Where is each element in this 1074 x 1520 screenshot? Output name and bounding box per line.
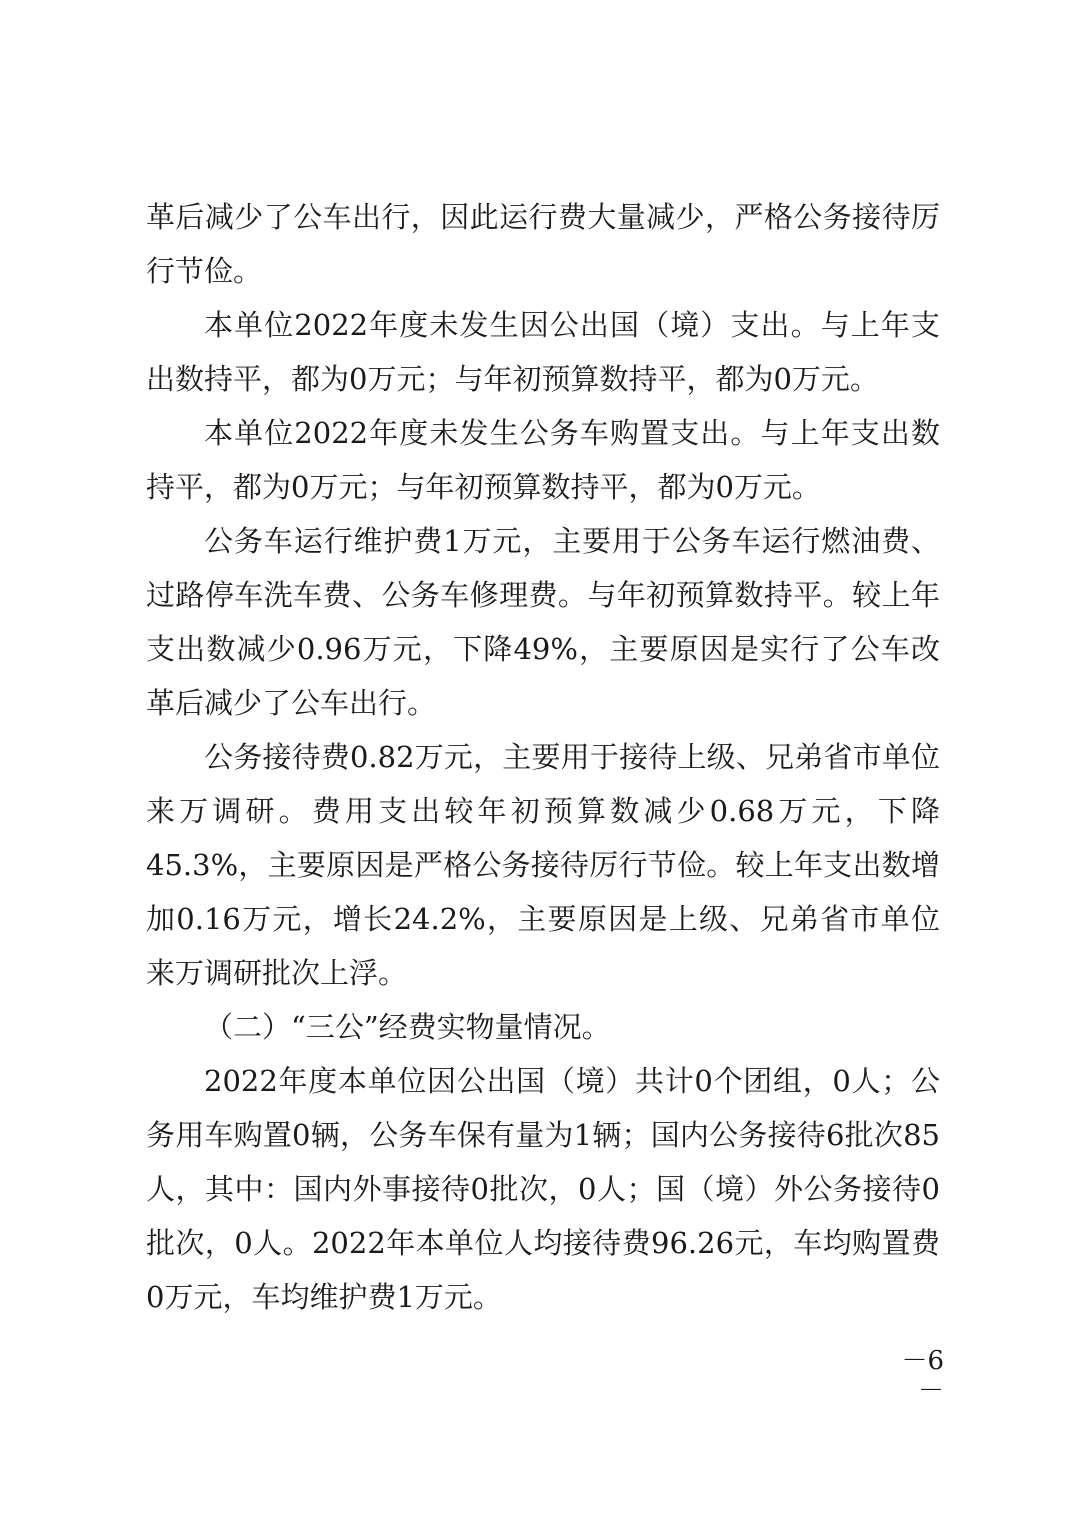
- paragraph-vehicle-purchase: 本单位2022年度未发生公务车购置支出。与上年支出数持平，都为0万元；与年初预算数持平，都为0万元。: [146, 416, 940, 504]
- paragraph-overseas-travel: 本单位2022年度未发生因公出国（境）支出。与上年支出数持平，都为0万元；与年初预算数持平，都为0万元。: [146, 308, 940, 396]
- body-text: [146, 190, 940, 1324]
- paragraph-vehicle-maintenance: 公务车运行维护费1万元，主要用于公务车运行燃油费、过路停车洗车费、公务车修理费。与年初预算数持平。较上年支出数减少0.96万元，下降49%，主要原因是实行了公车改革后减少了公车出行。: [146, 524, 940, 720]
- section-heading: （二）“三公”经费实物量情况。: [204, 1010, 611, 1044]
- paragraph-official-reception: 公务接待费0.82万元，主要用于接待上级、兄弟省市单位来万调研。费用支出较年初预算数减少0.68万元，下降45.3%，主要原因是严格公务接待厉行节俭。较上年支出数增加0.16万元，增长24.2%，主要原因是上级、兄弟省市单位来万调研批次上浮。: [146, 740, 940, 990]
- page-number: －6－: [901, 1346, 944, 1406]
- paragraph-continuation: 革后减少了公车出行，因此运行费大量减少，严格公务接待厉行节俭。: [146, 200, 940, 288]
- paragraph-physical-quantity: 2022年度本单位因公出国（境）共计0个团组，0人；公务用车购置0辆，公务车保有量为1辆；国内公务接待6批次85人，其中：国内外事接待0批次，0人；国（境）外公务接待0批次，0人。2022年本单位人均接待费96.26元，车均购置费0万元，车均维护费1万元。: [146, 1064, 940, 1314]
